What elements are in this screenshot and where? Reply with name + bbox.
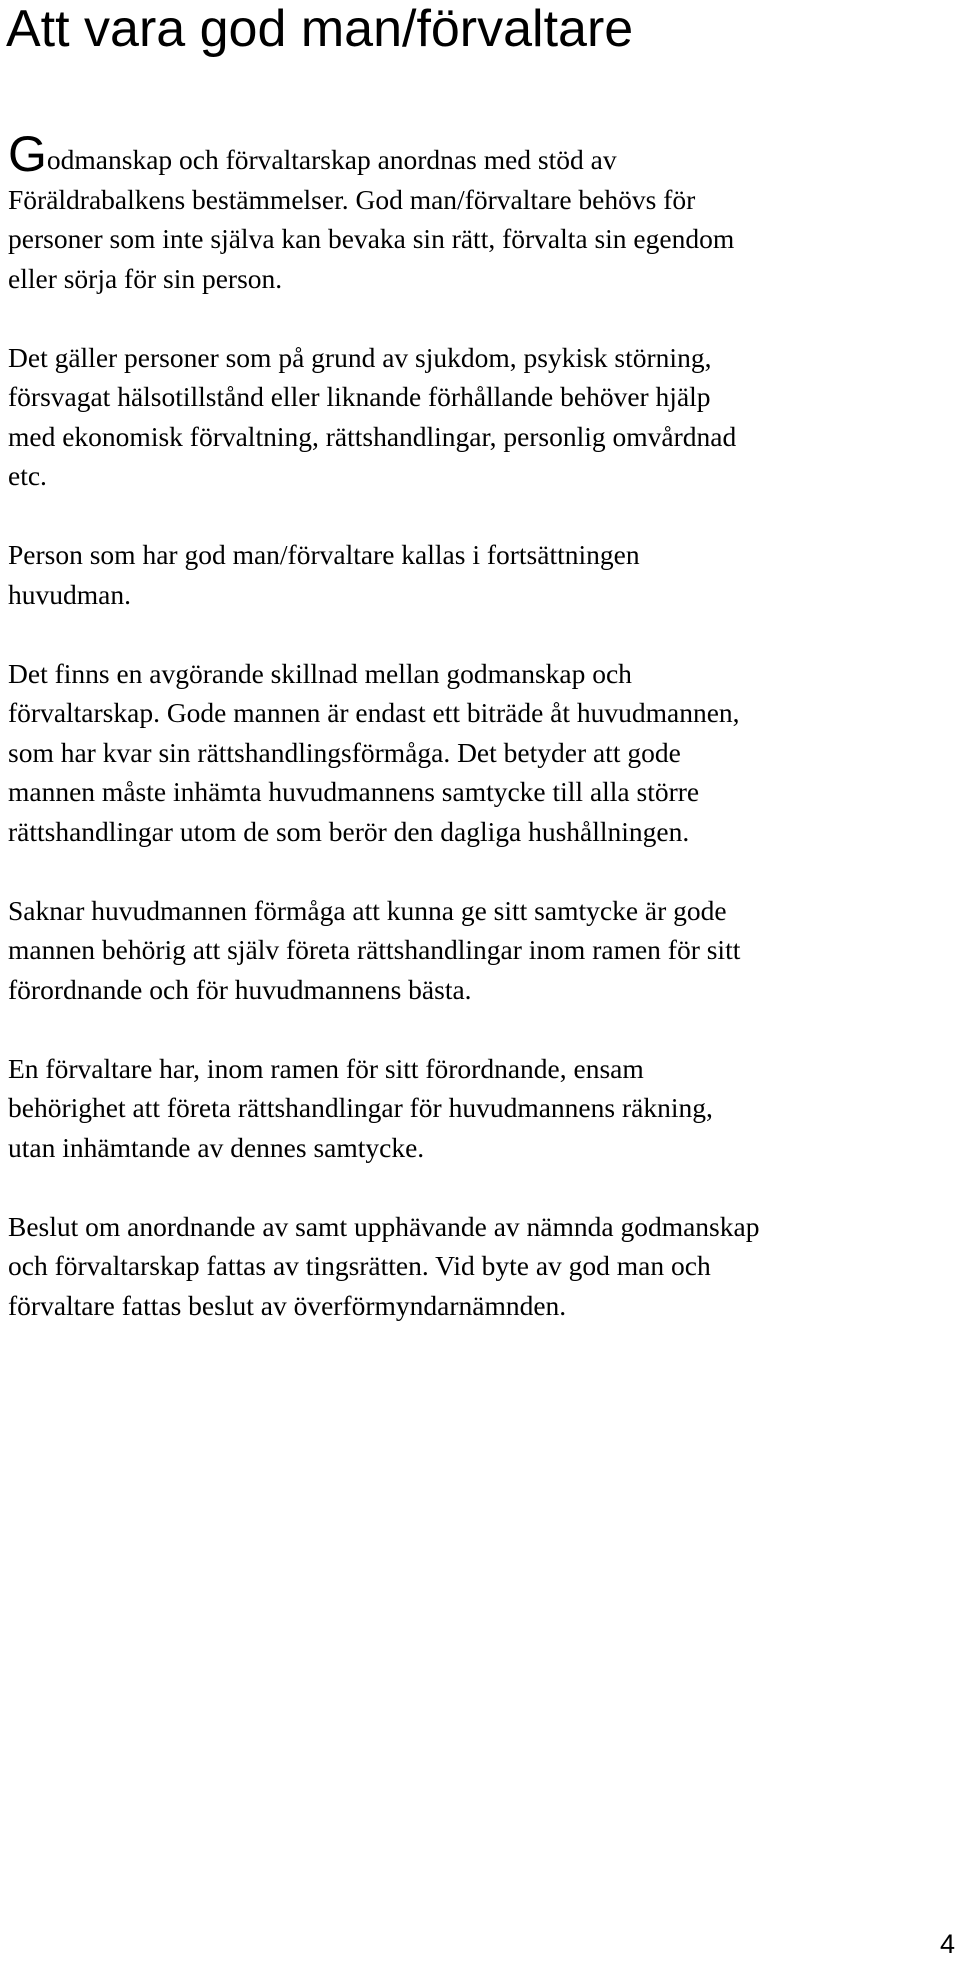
paragraph-1 [8,126,952,298]
paragraph-line: Det finns en avgörande skillnad mellan godmanskap och [8,657,632,689]
paragraph-line: mannen måste inhämta huvudmannens samtycke till alla större [8,776,700,807]
paragraph-6 [8,1049,952,1168]
paragraph-line: Det gäller personer som på grund av sjukdom, psykisk störning, [8,341,712,373]
paragraph-line: utan inhämtande av dennes samtycke. [8,1131,425,1163]
paragraph-7 [8,1207,952,1326]
paragraph-line: etc. [8,460,47,491]
paragraph-line: förvaltarskap. Gode mannen är endast ett biträde åt huvudmannen, [8,697,740,728]
drop-cap: G [8,126,47,182]
paragraph-line: Saknar huvudmannen förmåga att kunna ge sitt samtycke är gode [8,894,727,926]
paragraph-line: huvudman. [8,578,131,610]
paragraph-line: Föräldrabalkens bestämmelser. God man/förvaltare behövs för [8,183,696,215]
paragraph-line: med ekonomisk förvaltning, rättshandlingar, personlig omvårdnad [8,420,737,452]
paragraph-2 [8,338,952,496]
paragraph-line: försvagat hälsotillstånd eller liknande förhållande behöver hjälp [8,381,711,412]
paragraph-line: Beslut om anordnande av samt upphävande av nämnda godmanskap [8,1210,760,1242]
paragraph-line: förvaltare fattas beslut av överförmyndarnämnden. [8,1289,567,1321]
paragraph-line: rättshandlingar utom de som berör den dagliga hushållningen. [8,815,690,847]
paragraph-line: mannen behörig att själv företa rättshandlingar inom ramen för sitt [8,934,741,965]
page-title: Att vara god man/förvaltare [6,0,634,58]
paragraph-line: eller sörja för sin person. [8,262,283,294]
paragraph-line: odmanskap och förvaltarskap anordnas med stöd av [46,144,617,175]
page-number: 4 [940,1929,956,1959]
paragraph-line: förordnande och för huvudmannens bästa. [8,973,472,1005]
paragraph-line: behörighet att företa rättshandlingar för huvudmannens räkning, [8,1092,713,1123]
paragraph-line: En förvaltare har, inom ramen för sitt förordnande, ensam [8,1052,644,1084]
paragraph-line: personer som inte själva kan bevaka sin rätt, förvalta sin egendom [8,223,735,254]
paragraph-line: som har kvar sin rättshandlingsförmåga. Det betyder att gode [8,736,681,768]
paragraph-4 [8,654,952,852]
paragraph-3 [8,535,952,614]
paragraph-line: Person som har god man/förvaltare kallas i fortsättningen [8,539,640,570]
body-text [8,126,952,1365]
paragraph-line: och förvaltarskap fattas av tingsrätten. Vid byte av god man och [8,1250,711,1281]
paragraph-5 [8,891,952,1010]
